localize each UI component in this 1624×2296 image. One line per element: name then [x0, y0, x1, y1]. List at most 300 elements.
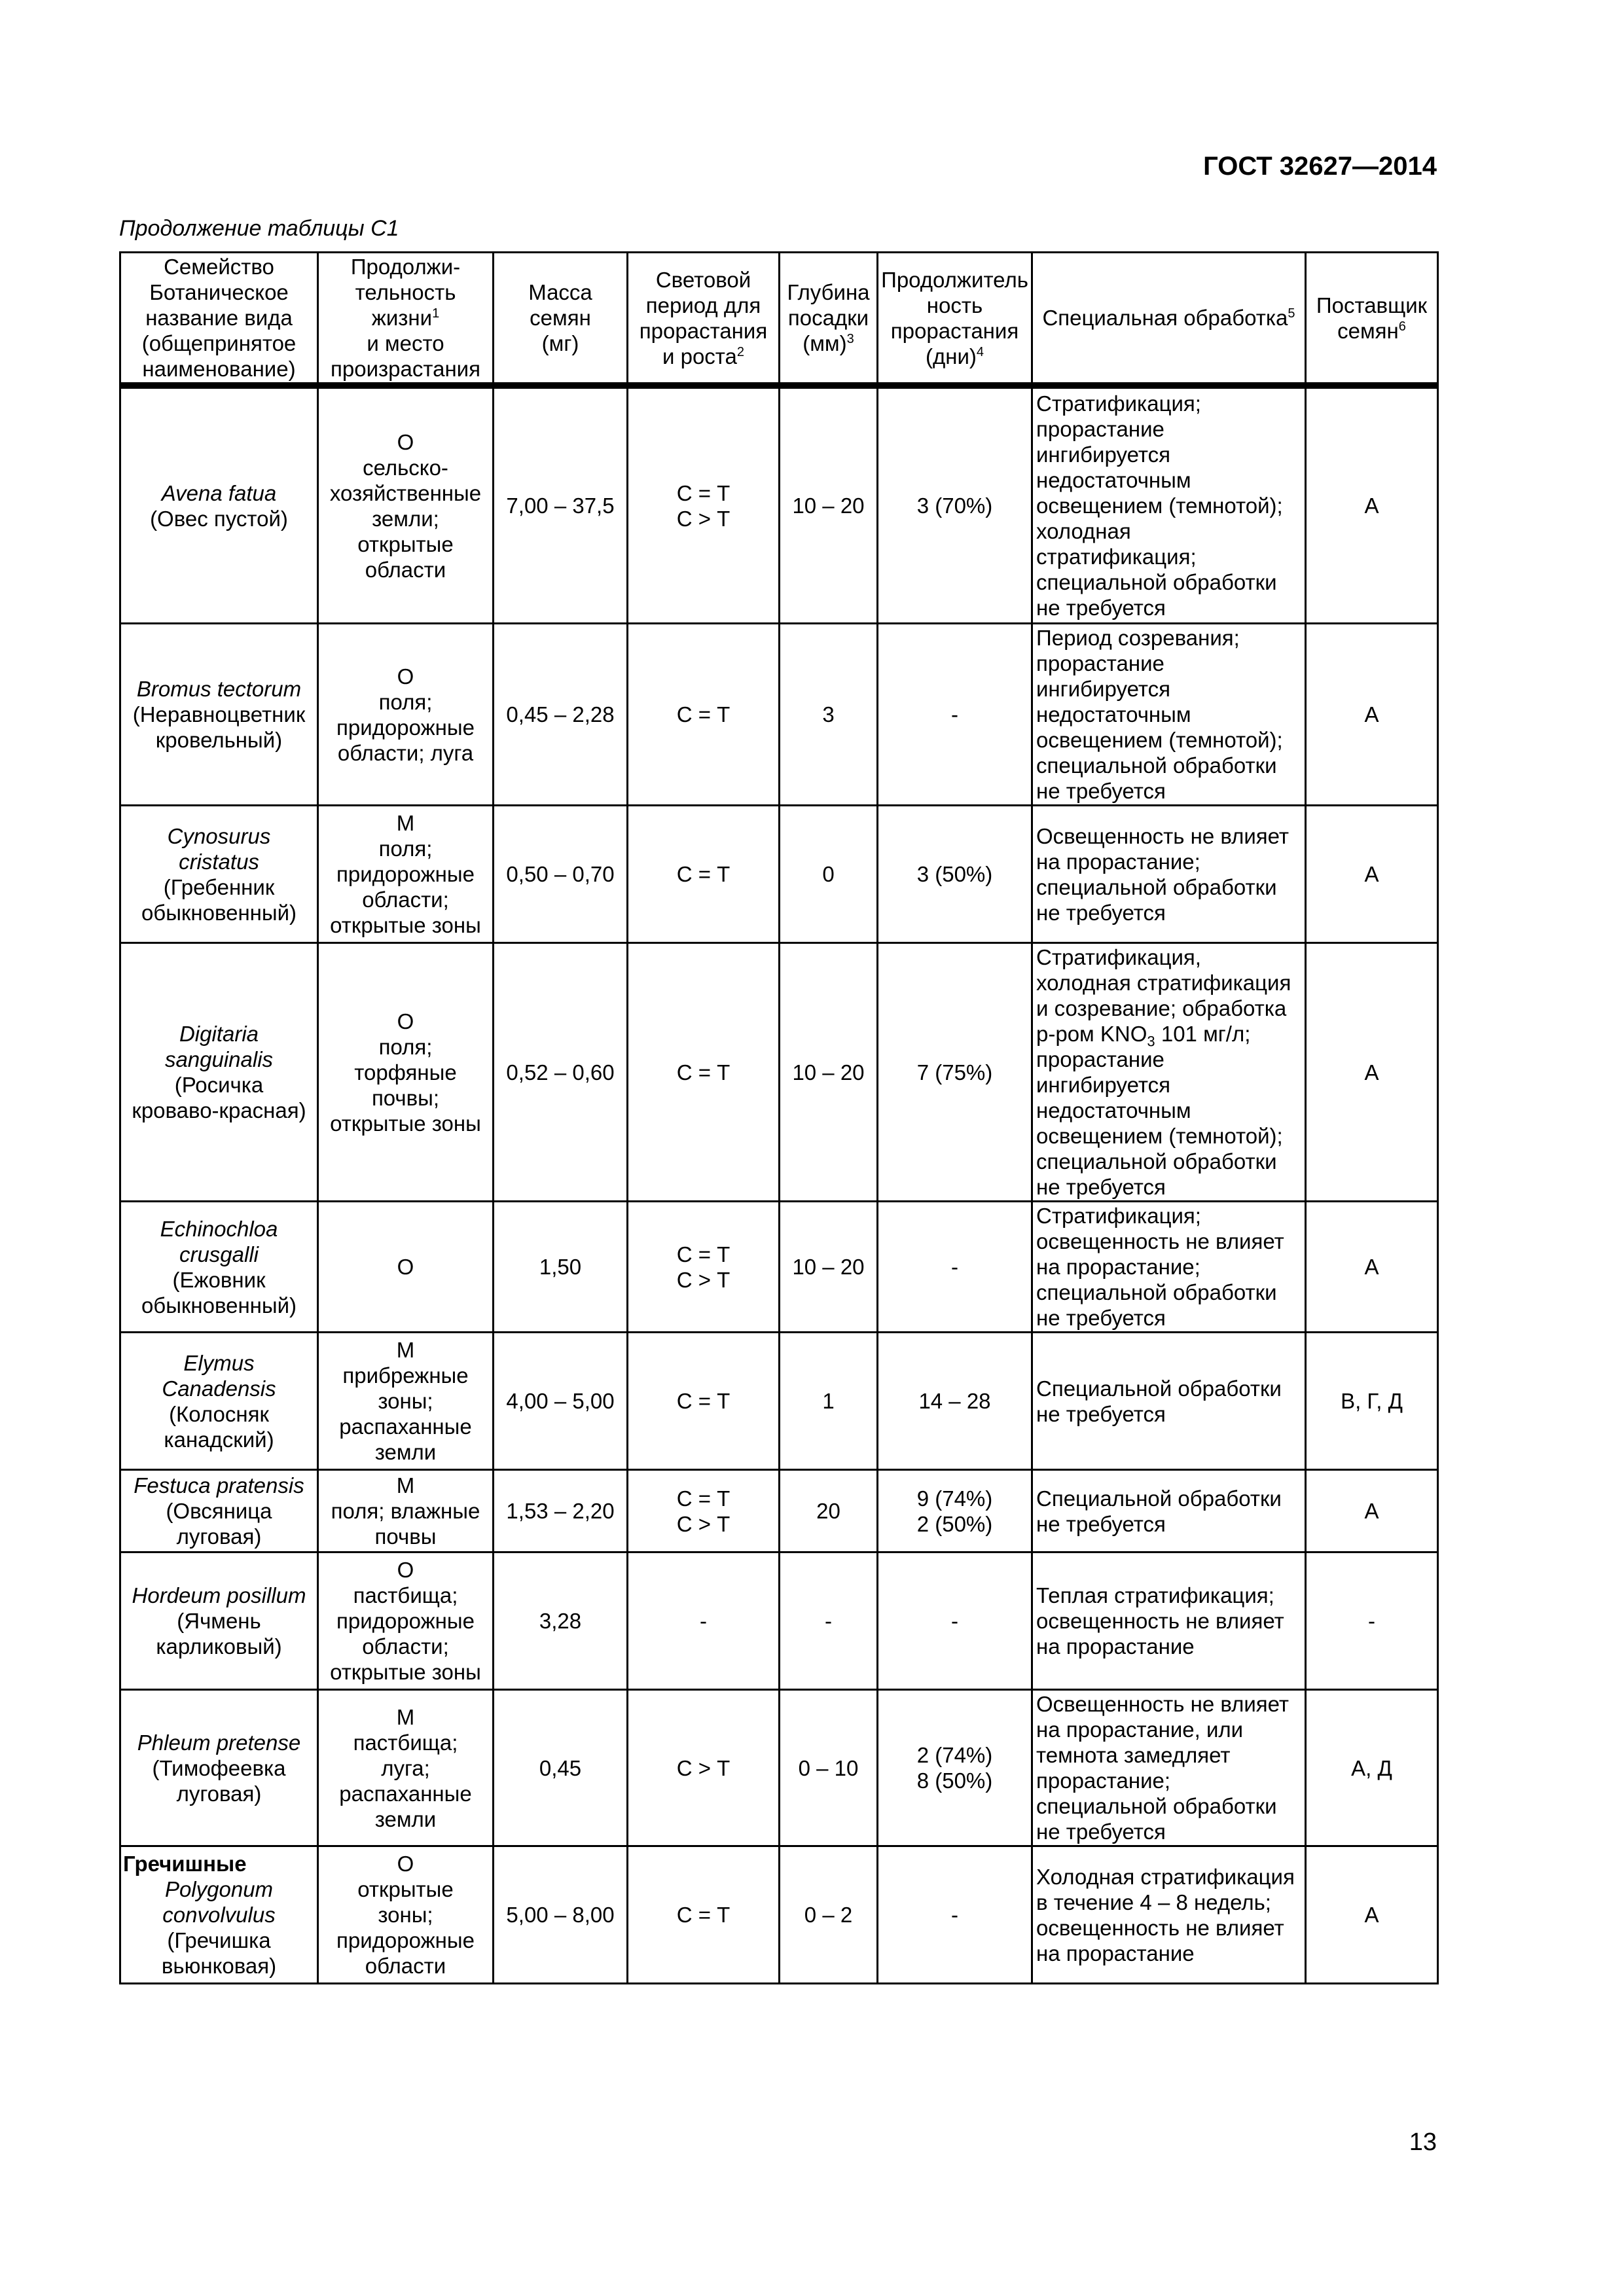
planting-depth-cell: 10 – 20 [780, 943, 878, 1202]
cell-line: холодная стратификация [1036, 971, 1291, 995]
table-row [120, 943, 1438, 1202]
cell-line: ингибируется [1036, 442, 1170, 467]
cell-line: О [397, 1009, 414, 1033]
cell-line: на прорастание, или [1036, 1717, 1244, 1742]
cell-line: прорастание [1036, 651, 1164, 675]
latin-name: convolvulus [162, 1903, 276, 1927]
cell-line: темнота замедляет [1036, 1743, 1231, 1767]
life-habitat-cell [318, 1333, 494, 1470]
column-header-line [880, 267, 1029, 293]
latin-name: Digitaria [179, 1022, 259, 1046]
cell-line: поля; [378, 836, 433, 861]
latin-name: Hordeum posillum [132, 1583, 306, 1607]
cell-line: освещением (темнотой); [1036, 1124, 1283, 1148]
planting-depth-cell: 10 – 20 [780, 1202, 878, 1333]
table-row [120, 806, 1438, 943]
seed-supplier-cell: А [1306, 943, 1438, 1202]
cell-line: открытые [357, 1877, 454, 1901]
column-header-text: посадки [787, 306, 869, 330]
page-number: 13 [1409, 2128, 1437, 2156]
column-header [318, 253, 494, 385]
cell-line: освещенность не влияет [1036, 1229, 1284, 1253]
cell-line: земли [374, 1440, 437, 1464]
column-header-line [782, 279, 875, 305]
seed-table [119, 251, 1439, 1984]
column-header-text: Масса [528, 280, 592, 304]
cell-line: Стратификация; [1036, 391, 1201, 416]
cell-line: области [365, 557, 446, 582]
cell-line: луга; [381, 1755, 430, 1780]
life-habitat-cell [318, 388, 494, 624]
column-header-text: (мг) [541, 331, 579, 355]
light-period-cell [628, 1333, 780, 1470]
planting-depth-cell: 0 [780, 806, 878, 943]
planting-depth-cell: 10 – 20 [780, 388, 878, 624]
cell-line: области; [362, 1634, 449, 1659]
germination-duration-cell [878, 1552, 1032, 1690]
common-name: вьюнковая) [161, 1954, 277, 1978]
latin-name: Polygonum [164, 1877, 274, 1901]
special-treatment-cell [1032, 1470, 1306, 1552]
column-header-text: ность [926, 293, 983, 317]
cell-line: специальной обработки [1036, 1280, 1277, 1304]
planting-depth-cell: - [780, 1552, 878, 1690]
seed-supplier-cell: А [1306, 624, 1438, 806]
cell-line: специальной обработки [1036, 1149, 1277, 1174]
cell-line: в течение 4 – 8 недель; [1036, 1890, 1271, 1914]
column-header [494, 253, 628, 385]
germination-duration-cell [878, 1333, 1032, 1470]
light-period-cell [628, 943, 780, 1202]
seed-supplier-cell: А [1306, 388, 1438, 624]
species-cell [120, 624, 318, 806]
table-row [120, 624, 1438, 806]
special-treatment-cell [1032, 1202, 1306, 1333]
species-cell [120, 1846, 318, 1984]
cell-line: М [396, 1473, 415, 1498]
special-treatment-cell [1032, 624, 1306, 806]
germination-duration-cell [878, 624, 1032, 806]
species-cell [120, 943, 318, 1202]
cell-line: освещением (темнотой); [1036, 728, 1283, 752]
common-name: карликовый) [156, 1634, 282, 1659]
column-header [780, 253, 878, 385]
latin-name: Echinochloa [160, 1216, 278, 1241]
germination-duration-cell [878, 1690, 1032, 1846]
common-name: луговая) [176, 1781, 262, 1806]
cell-line: прорастание; [1036, 1768, 1171, 1793]
column-header-text: (общепринятое [141, 331, 297, 355]
light-period-cell [628, 1552, 780, 1690]
cell-line: торфяные [354, 1060, 457, 1085]
seed-supplier-cell: В, Г, Д [1306, 1333, 1438, 1470]
cell-line: холодная [1036, 519, 1131, 543]
cell-line: не требуется [1036, 900, 1166, 925]
cell-line: не требуется [1036, 596, 1166, 620]
cell-line: - [951, 1255, 958, 1279]
special-treatment-cell [1032, 1552, 1306, 1690]
species-cell [120, 1470, 318, 1552]
cell-line: С > Т [676, 1511, 731, 1536]
column-header-line [880, 344, 1029, 369]
column-header [1032, 253, 1306, 385]
germination-duration-cell [878, 806, 1032, 943]
cell-line: С = Т [676, 480, 731, 505]
seed-supplier-cell: А [1306, 1846, 1438, 1984]
column-header-text: название вида [145, 306, 293, 330]
column-header-line [630, 344, 776, 369]
cell-line: придорожные [336, 1928, 475, 1952]
latin-name: Phleum pretense [137, 1730, 301, 1755]
cell-line: 8 (50%) [916, 1768, 993, 1793]
cell-line: придорожные [336, 1609, 475, 1633]
column-header-text: и место [367, 331, 444, 355]
column-header-line [321, 279, 490, 305]
table-body [120, 385, 1438, 1984]
column-header-line [880, 293, 1029, 318]
cell-line: 9 (74%) [916, 1486, 993, 1511]
seed-mass-cell: 4,00 – 5,00 [494, 1333, 628, 1470]
seed-mass-cell: 0,50 – 0,70 [494, 806, 628, 943]
column-header-text: Световой [655, 267, 751, 292]
cell-line: С = Т [676, 1242, 731, 1266]
cell-line: области [365, 1954, 446, 1978]
life-habitat-cell [318, 1690, 494, 1846]
footnote-mark: 6 [1398, 319, 1406, 334]
cell-line: О [397, 664, 414, 689]
common-name: кроваво-красная) [132, 1098, 306, 1122]
column-header-line [630, 318, 776, 344]
common-name: (Тимофеевка [152, 1755, 286, 1780]
column-header [120, 253, 318, 385]
footnote-mark: 2 [736, 344, 745, 359]
seed-supplier-cell: - [1306, 1552, 1438, 1690]
common-name: (Колосняк [169, 1401, 269, 1426]
cell-line: распаханные [339, 1781, 472, 1806]
cell-line: С > Т [676, 1755, 731, 1780]
cell-line: - [700, 1609, 707, 1633]
cell-line: ингибируется [1036, 677, 1170, 701]
common-name: обыкновенный) [141, 900, 297, 925]
table-caption: Продолжение таблицы С1 [119, 216, 399, 241]
planting-depth-cell: 1 [780, 1333, 878, 1470]
column-header [1306, 253, 1438, 385]
column-header-line [496, 305, 624, 331]
latin-name: Festuca pratensis [134, 1473, 304, 1498]
cell-line: - [951, 1609, 958, 1633]
light-period-cell [628, 1690, 780, 1846]
cell-line: прорастание [1036, 417, 1164, 441]
cell-line: Теплая стратификация; [1036, 1583, 1274, 1607]
cell-line: - [951, 1903, 958, 1927]
cell-line: области; [362, 888, 449, 912]
cell-line: не требуется [1036, 1401, 1166, 1426]
column-header-text: период для [645, 293, 761, 317]
cell-line: на прорастание [1036, 1634, 1195, 1659]
column-header-line [123, 305, 315, 331]
cell-line: С = Т [676, 702, 731, 726]
seed-mass-cell: 0,52 – 0,60 [494, 943, 628, 1202]
column-header-text: тельность [355, 280, 456, 304]
cell-line: 7 (75%) [916, 1060, 993, 1085]
cell-line: М [396, 1704, 415, 1729]
cell-line: Период созревания; [1036, 626, 1240, 650]
column-header-line [123, 356, 315, 382]
cell-line: пастбища; [353, 1730, 458, 1755]
cell-line: и созревание; обработка [1036, 996, 1287, 1020]
column-header-text: и роста [662, 344, 737, 368]
seed-mass-cell: 3,28 [494, 1552, 628, 1690]
latin-name: cristatus [179, 849, 259, 874]
latin-name: Avena fatua [161, 480, 277, 505]
table-row [120, 1470, 1438, 1552]
species-cell [120, 1202, 318, 1333]
cell-line: Освещенность не влияет [1036, 1692, 1290, 1716]
document-code: ГОСТ 32627—2014 [1203, 152, 1437, 181]
latin-name: Canadensis [162, 1376, 276, 1401]
germination-duration-cell [878, 1846, 1032, 1984]
footnote-mark: 4 [976, 344, 984, 359]
cell-line: Стратификация, [1036, 945, 1201, 969]
common-name: (Овсяница [166, 1499, 272, 1523]
light-period-cell [628, 624, 780, 806]
cell-line: Стратификация; [1036, 1204, 1201, 1228]
cell-line: 2 (74%) [916, 1743, 993, 1767]
cell-line: С = Т [676, 1060, 731, 1085]
planting-depth-cell: 0 – 10 [780, 1690, 878, 1846]
cell-line: О [397, 1852, 414, 1876]
cell-line: открытые зоны [330, 913, 481, 937]
cell-line: почвы; [371, 1085, 440, 1110]
life-habitat-cell [318, 806, 494, 943]
table-row [120, 1202, 1438, 1333]
cell-line: О [397, 429, 414, 454]
light-period-cell [628, 1202, 780, 1333]
species-cell [120, 1552, 318, 1690]
seed-supplier-cell: А [1306, 1202, 1438, 1333]
cell-line: прорастание [1036, 1047, 1164, 1071]
planting-depth-cell: 0 – 2 [780, 1846, 878, 1984]
seed-supplier-cell: А [1306, 806, 1438, 943]
column-header [878, 253, 1032, 385]
column-header-line [1308, 318, 1435, 344]
species-cell [120, 806, 318, 943]
cell-line: придорожные [336, 862, 475, 886]
footnote-mark: 3 [846, 332, 854, 346]
special-treatment-cell [1032, 806, 1306, 943]
cell-line: специальной обработки [1036, 874, 1277, 899]
cell-line: не требуется [1036, 779, 1166, 803]
footnote-mark: 5 [1288, 306, 1295, 321]
cell-line: недостаточным [1036, 1098, 1191, 1122]
latin-name: crusgalli [179, 1242, 259, 1266]
column-header-text: Продолжи- [350, 255, 461, 279]
latin-name: Cynosurus [167, 823, 271, 848]
column-header-line [1035, 305, 1303, 331]
cell-line: 2 (50%) [916, 1511, 993, 1536]
cell-line: С = Т [676, 1486, 731, 1511]
common-name: обыкновенный) [141, 1293, 297, 1318]
column-header [628, 253, 780, 385]
species-cell [120, 388, 318, 624]
cell-line: открытые [357, 531, 454, 556]
germination-duration-cell [878, 1202, 1032, 1333]
common-name: (Овес пустой) [150, 506, 288, 531]
seed-mass-cell: 1,50 [494, 1202, 628, 1333]
cell-line: Холодная стратификация [1036, 1864, 1295, 1889]
cell-line: поля; [378, 1034, 433, 1059]
germination-duration-cell [878, 943, 1032, 1202]
cell-line: не требуется [1036, 1175, 1166, 1199]
cell-line: почвы [374, 1524, 437, 1549]
cell-line: специальной обработки [1036, 1794, 1277, 1818]
germination-duration-cell [878, 388, 1032, 624]
light-period-cell [628, 1846, 780, 1984]
common-name: (Гречишка [167, 1928, 271, 1952]
special-treatment-cell [1032, 943, 1306, 1202]
cell-line: М [396, 1338, 415, 1362]
species-cell [120, 1333, 318, 1470]
life-habitat-cell [318, 1470, 494, 1552]
cell-line: прибрежные [342, 1363, 469, 1388]
seed-mass-cell: 1,53 – 2,20 [494, 1470, 628, 1552]
seed-table-container [119, 251, 1437, 1984]
column-header-text: (мм) [803, 331, 847, 355]
cell-line: не требуется [1036, 1511, 1166, 1536]
column-header-line [880, 318, 1029, 344]
footnote-mark: 1 [432, 306, 440, 321]
cell-line: С = Т [676, 1389, 731, 1413]
common-name: канадский) [164, 1427, 274, 1452]
column-header-text: (дни) [925, 344, 977, 368]
cell-line: С = Т [676, 1903, 731, 1927]
cell-line: недостаточным [1036, 468, 1191, 492]
latin-name: Bromus tectorum [136, 677, 302, 701]
column-header-text: Поставщик [1316, 293, 1428, 317]
family-name: Гречишные [123, 1852, 247, 1876]
cell-line: на прорастание; [1036, 849, 1200, 874]
cell-line: освещенность не влияет [1036, 1915, 1284, 1940]
column-header-text: Специальная обработка [1042, 306, 1288, 330]
cell-line: зоны; [378, 1903, 433, 1927]
table-row [120, 1846, 1438, 1984]
cell-line: р-ром $KNO_3$ 101 мг/л; [1036, 1022, 1251, 1050]
germination-duration-cell [878, 1470, 1032, 1552]
column-header-line [123, 254, 315, 279]
column-header-line [321, 331, 490, 356]
table-row [120, 1333, 1438, 1470]
column-header-line [321, 254, 490, 279]
cell-line: С = Т [676, 862, 731, 886]
seed-supplier-cell: А [1306, 1470, 1438, 1552]
cell-line: поля; [378, 689, 433, 714]
cell-line: поля; влажные [331, 1499, 480, 1523]
column-header-line [496, 331, 624, 356]
cell-line: ингибируется [1036, 1073, 1170, 1097]
cell-line: пастбища; [353, 1583, 458, 1607]
column-header-text: Глубина [787, 280, 870, 304]
column-header-text: Семейство [164, 255, 274, 279]
column-header-line [321, 305, 490, 331]
cell-line: специальной обработки [1036, 570, 1277, 594]
seed-mass-cell: 5,00 – 8,00 [494, 1846, 628, 1984]
table-row [120, 1552, 1438, 1690]
column-header-text: прорастания [890, 318, 1019, 343]
cell-line: 3 (70%) [916, 493, 993, 518]
special-treatment-cell [1032, 388, 1306, 624]
cell-line: - [951, 702, 958, 726]
cell-line: хозяйственные [329, 480, 482, 505]
column-header-line [782, 331, 875, 356]
seed-mass-cell: 0,45 – 2,28 [494, 624, 628, 806]
latin-name: Elymus [183, 1350, 255, 1375]
special-treatment-cell [1032, 1846, 1306, 1984]
column-header-text: жизни [371, 306, 433, 330]
species-cell [120, 1690, 318, 1846]
cell-line: Освещенность не влияет [1036, 823, 1290, 848]
light-period-cell [628, 806, 780, 943]
column-header-line [123, 279, 315, 305]
latin-name: sanguinalis [164, 1047, 274, 1071]
common-name: (Ежовник [172, 1267, 266, 1292]
column-header-text: произрастания [331, 357, 480, 381]
cell-line: недостаточным [1036, 702, 1191, 726]
cell-line: на прорастание [1036, 1941, 1195, 1965]
cell-line: земли; [372, 506, 439, 531]
cell-line: распаханные [339, 1414, 472, 1439]
special-treatment-cell [1032, 1333, 1306, 1470]
column-header-line [496, 279, 624, 305]
column-header-line [321, 356, 490, 382]
common-name: (Росичка [174, 1073, 264, 1097]
seed-supplier-cell: А, Д [1306, 1690, 1438, 1846]
cell-line: зоны; [378, 1389, 433, 1413]
column-header-text: Продолжитель [881, 267, 1028, 292]
column-header-line [123, 331, 315, 356]
cell-line: не требуется [1036, 1306, 1166, 1330]
light-period-cell [628, 1470, 780, 1552]
cell-line: Специальной обработки [1036, 1376, 1282, 1401]
cell-line: Специальной обработки [1036, 1486, 1282, 1511]
table-header [120, 253, 1438, 385]
column-header-text: семян [530, 306, 591, 330]
cell-line: О [397, 1255, 414, 1279]
table-row [120, 1690, 1438, 1846]
cell-line: 3 (50%) [916, 862, 993, 886]
column-header-line [782, 305, 875, 331]
seed-mass-cell: 7,00 – 37,5 [494, 388, 628, 624]
common-name: (Неравноцветник [132, 702, 306, 726]
light-period-cell [628, 388, 780, 624]
seed-mass-cell: 0,45 [494, 1690, 628, 1846]
cell-line: сельско- [363, 455, 448, 480]
cell-line: С > Т [676, 506, 731, 531]
cell-line: стратификация; [1036, 545, 1197, 569]
column-header-text: прорастания [639, 318, 768, 343]
life-habitat-cell [318, 624, 494, 806]
column-header-text: наименование) [142, 357, 296, 381]
common-name: (Гребенник [163, 874, 275, 899]
cell-line: открытые зоны [330, 1111, 481, 1136]
cell-line: С > Т [676, 1267, 731, 1292]
life-habitat-cell [318, 943, 494, 1202]
table-row [120, 388, 1438, 624]
cell-line: освещенность не влияет [1036, 1609, 1284, 1633]
common-name: (Ячмень [177, 1609, 261, 1633]
cell-line: не требуется [1036, 1820, 1166, 1844]
common-name: кровельный) [155, 728, 283, 752]
column-header-text: Ботаническое [149, 280, 289, 304]
